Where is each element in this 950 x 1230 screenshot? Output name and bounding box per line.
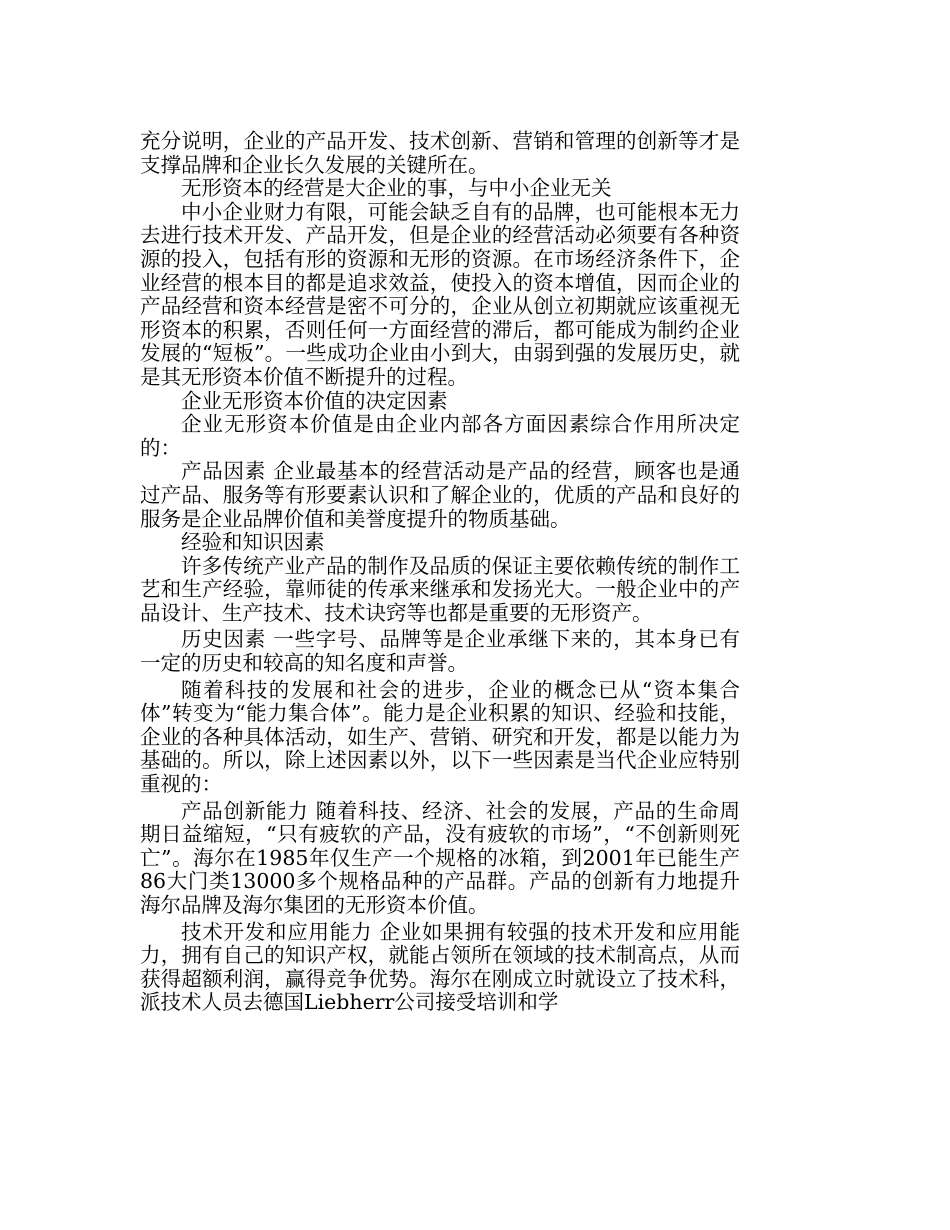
paragraph-4-heading: 企业无形资本价值的决定因素 — [181, 388, 448, 413]
paragraph-5: 企业无形资本价值是由企业内部各方面因素综合作用所决定的： — [140, 412, 740, 460]
paragraph-9: 历史因素 一些字号、品牌等是企业承继下来的，其本身已有一定的历史和较高的知名度和声誉。 — [140, 627, 740, 676]
paragraph-6: 产品因素 企业最基本的经营活动是产品的经营，顾客也是通过产品、服务等有形要素认识和了解企业的，优质的产品和良好的服务是企业品牌价值和美誉度提升的物质基础。 — [140, 459, 740, 531]
paragraph-8: 许多传统产业产品的制作及品质的保证主要依赖传统的制作工艺和生产经验，靠师徒的传承来继承和发扬光大。一般企业中的产品设计、生产技术、技术诀窍等也都是重要的无形资产。 — [140, 553, 740, 625]
paragraph-3: 中小企业财力有限，可能会缺乏自有的品牌，也可能根本无力去进行技术开发、产品开发，但是企业的经营活动必须要有各种资源的投入，包括有形的资源和无形的资源。在市场经济条件下，企业经营的根本目的都是追求效益，使投入的资本增值，因而企业的产品经营和资本经营是密不可分的，企业从创立初期就应该重视无形资本的积累，否则任何一方面经营的滞后，都可能成为制约企业发展的“短板”。一些成功企业由小到大，由弱到强的发展历史，就是其无形资本价值不断提升的过程。 — [140, 199, 740, 389]
paragraph-7-heading: 经验和知识因素 — [181, 530, 325, 555]
paragraph-1: 充分说明，企业的产品开发、技术创新、营销和管理的创新等才是支撑品牌和企业长久发展的关键所在。 — [140, 129, 740, 177]
document-body — [140, 130, 740, 1015]
paragraph-10: 随着科技的发展和社会的进步，企业的概念已从“资本集合体”转变为“能力集合体”。能力是企业积累的知识、经验和技能，企业的各种具体活动，如生产、营销、研究和开发，都是以能力为基础的。所以，除上述因素以外，以下一些因素是当代企业应特别重视的： — [140, 677, 740, 797]
paragraph-2-heading: 无形资本的经营是大企业的事，与中小企业无关 — [181, 176, 612, 201]
paragraph-11: 产品创新能力 随着科技、经济、社会的发展，产品的生命周期日益缩短，“只有疲软的产品，没有疲软的市场”，“不创新则死亡”。海尔在1985年仅生产一个规格的冰箱，到2001年已能生产86大门类13000多个规格品种的产品群。产品的创新有力地提升海尔品牌及海尔集团的无形资本价值。 — [140, 798, 740, 917]
paragraph-12: 技术开发和应用能力 企业如果拥有较强的技术开发和应用能力，拥有自己的知识产权，就能占领所在领域的技术制高点，从而获得超额利润，赢得竞争优势。海尔在刚成立时就设立了技术科，派技术人员去德国Liebherr公司接受培训和学 — [140, 919, 740, 1015]
